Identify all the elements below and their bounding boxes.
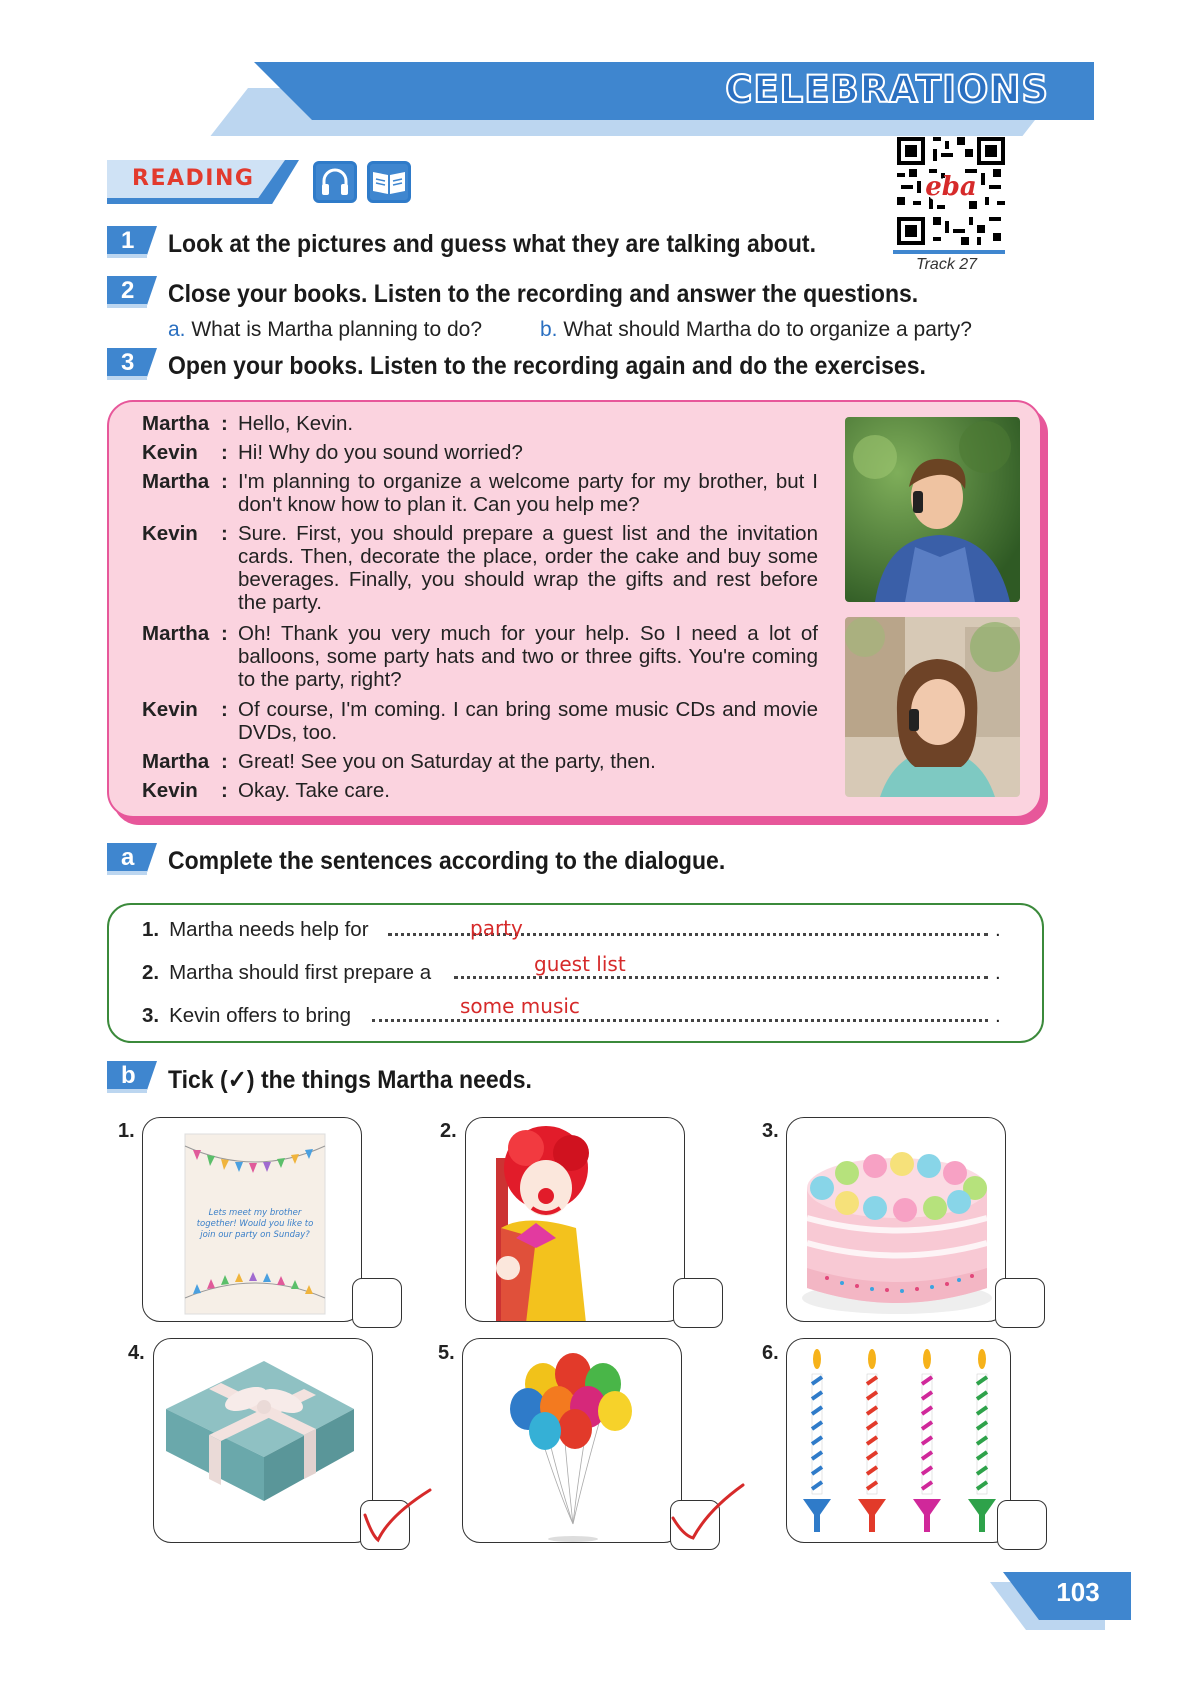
- picture-gift-box: [153, 1338, 373, 1543]
- sentence-2: 2. Martha should first prepare a: [142, 961, 432, 984]
- picture-invitation-card: [142, 1117, 362, 1322]
- task-3-text: Open your books. Listen to the recording again and do the exercises.: [168, 352, 926, 380]
- item-number: 6.: [762, 1342, 779, 1364]
- task-number-2: 2: [107, 276, 157, 308]
- exercise-letter-a: a: [107, 843, 157, 875]
- item-number: 1.: [118, 1120, 135, 1142]
- qr-code: [897, 137, 1005, 245]
- page-number: 103: [1056, 1577, 1100, 1607]
- headphones-icon: [313, 161, 357, 203]
- tick-box-6[interactable]: [997, 1500, 1047, 1550]
- task-2-text: Close your books. Listen to the recording and answer the questions.: [168, 280, 919, 308]
- tick-box-3[interactable]: [995, 1278, 1045, 1328]
- picture-cake: [786, 1117, 1006, 1322]
- tick-mark-4: [360, 1485, 435, 1550]
- tick-box-1[interactable]: [352, 1278, 402, 1328]
- page-title: CELEBRATIONS: [725, 68, 1049, 111]
- answer-2: guest list: [534, 952, 626, 976]
- task-number-3: 3: [107, 348, 157, 380]
- item-number: 4.: [128, 1342, 145, 1364]
- answer-1: party: [470, 916, 523, 940]
- question-b: b. What should Martha do to organize a party?: [540, 318, 972, 341]
- invitation-card-text: Lets meet my brother together! Would you like to join our party on Sunday?: [196, 1208, 314, 1240]
- picture-candles: [786, 1338, 1011, 1543]
- tick-mark-5: [668, 1480, 748, 1550]
- track-label: Track 27: [916, 256, 978, 273]
- item-number: 3.: [762, 1120, 779, 1142]
- blank-line-2[interactable]: [454, 976, 988, 979]
- picture-clown: [465, 1117, 685, 1322]
- kevin-photo: [845, 417, 1020, 602]
- picture-balloons: [462, 1338, 682, 1543]
- blank-line-3[interactable]: [372, 1019, 988, 1022]
- qr-underline: [893, 250, 1005, 254]
- sentence-end: .: [995, 918, 1001, 941]
- qr-logo: eba: [925, 172, 977, 202]
- sentence-end: .: [995, 961, 1001, 984]
- item-number: 2.: [440, 1120, 457, 1142]
- item-number: 5.: [438, 1342, 455, 1364]
- sentence-3: 3. Kevin offers to bring: [142, 1004, 352, 1027]
- task-number-1: 1: [107, 226, 157, 258]
- section-label: READING: [132, 166, 255, 191]
- tick-box-2[interactable]: [673, 1278, 723, 1328]
- book-icon: [367, 161, 411, 203]
- sentence-end: .: [995, 1004, 1001, 1027]
- exercise-b-instruction: Tick (✓) the things Martha needs.: [168, 1066, 532, 1094]
- task-1-text: Look at the pictures and guess what they are talking about.: [168, 230, 816, 258]
- question-a: a. What is Martha planning to do?: [168, 318, 483, 341]
- exercise-letter-b: b: [107, 1061, 157, 1093]
- exercise-a-instruction: Complete the sentences according to the dialogue.: [168, 847, 726, 875]
- answer-3: some music: [460, 994, 580, 1018]
- sentence-1: 1. Martha needs help for: [142, 918, 369, 941]
- martha-photo: [845, 617, 1020, 797]
